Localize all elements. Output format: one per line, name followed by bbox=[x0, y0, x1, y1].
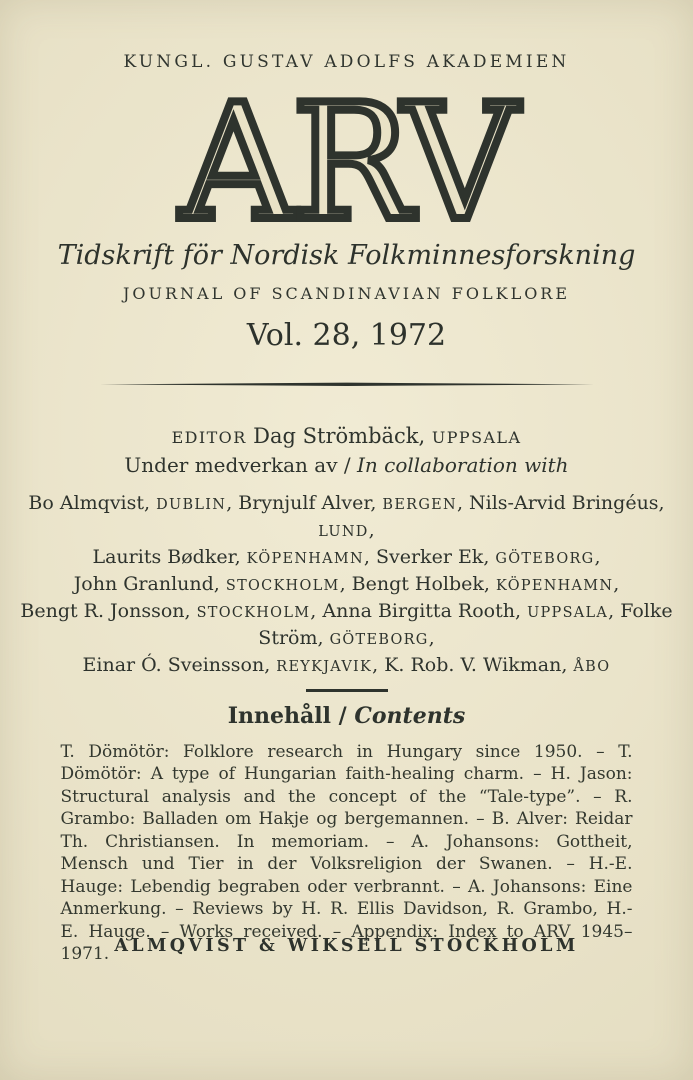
collaborator-line: Bo Almqvist, DUBLIN, Brynjulf Alver, BERGEN, Nils-Arvid Bringéus, LUND, bbox=[28, 492, 665, 541]
contents-divider-rule bbox=[306, 689, 388, 692]
masthead-title-text: ARV bbox=[179, 86, 514, 236]
editor-line: EDITOR Dag Strömbäck, UPPSALA bbox=[171, 424, 522, 448]
collaboration-intro: Under medverkan av / In collaboration with bbox=[124, 453, 569, 477]
contents-heading: Innehåll / Contents bbox=[227, 702, 466, 729]
academy-name: KUNGL. GUSTAV ADOLFS AKADEMIEN bbox=[123, 52, 570, 72]
volume-year: Vol. 28, 1972 bbox=[246, 318, 447, 353]
swelled-rule bbox=[0, 382, 693, 387]
contents-paragraph: T. Dömötör: Folklore research in Hungary since 1950. – T. Dömötör: A type of Hungarian faith-healing charm. – H. Jason: Structural analysis and the concept of the “Tale-type”. – R. Grambo: Balladen om Hakje og bergemannen. – B. Alver: Reidar Th. Christiansen. In memoriam. – A. Johansons: Gottheit, Mensch und Tier in der Volksreligion der Swanen. – H.-E. Hauge: Lebendig begraben oder verbrannt. – A. Johansons: Eine Anmerkung. – Reviews by H. R. Ellis Davidson, R. Grambo, H.-E. Hauge. – Works received. – Appendix: Index to ARV 1945–1971. bbox=[60, 741, 633, 964]
publisher-imprint: ALMQVIST & WIKSELL STOCKHOLM bbox=[114, 936, 579, 956]
collaborator-line: Laurits Bødker, KÖPENHAMN, Sverker Ek, GÖTEBORG, bbox=[92, 546, 601, 568]
subtitle-english: JOURNAL OF SCANDINAVIAN FOLKLORE bbox=[122, 284, 571, 303]
collaborators-list bbox=[0, 491, 693, 680]
masthead bbox=[0, 86, 693, 236]
subtitle-swedish: Tidskrift för Nordisk Folkminnesforskning bbox=[57, 240, 636, 271]
collaborator-line: Einar Ó. Sveinsson, REYKJAVIK, K. Rob. V. Wikman, ÅBO bbox=[82, 654, 611, 676]
collaborator-line: John Granlund, STOCKHOLM, Bengt Holbek, KÖPENHAMN, bbox=[73, 573, 620, 595]
masthead-logo bbox=[47, 86, 647, 236]
collaborator-line: Bengt R. Jonsson, STOCKHOLM, Anna Birgitta Rooth, UPPSALA, Folke Ström, GÖTEBORG, bbox=[20, 600, 673, 649]
